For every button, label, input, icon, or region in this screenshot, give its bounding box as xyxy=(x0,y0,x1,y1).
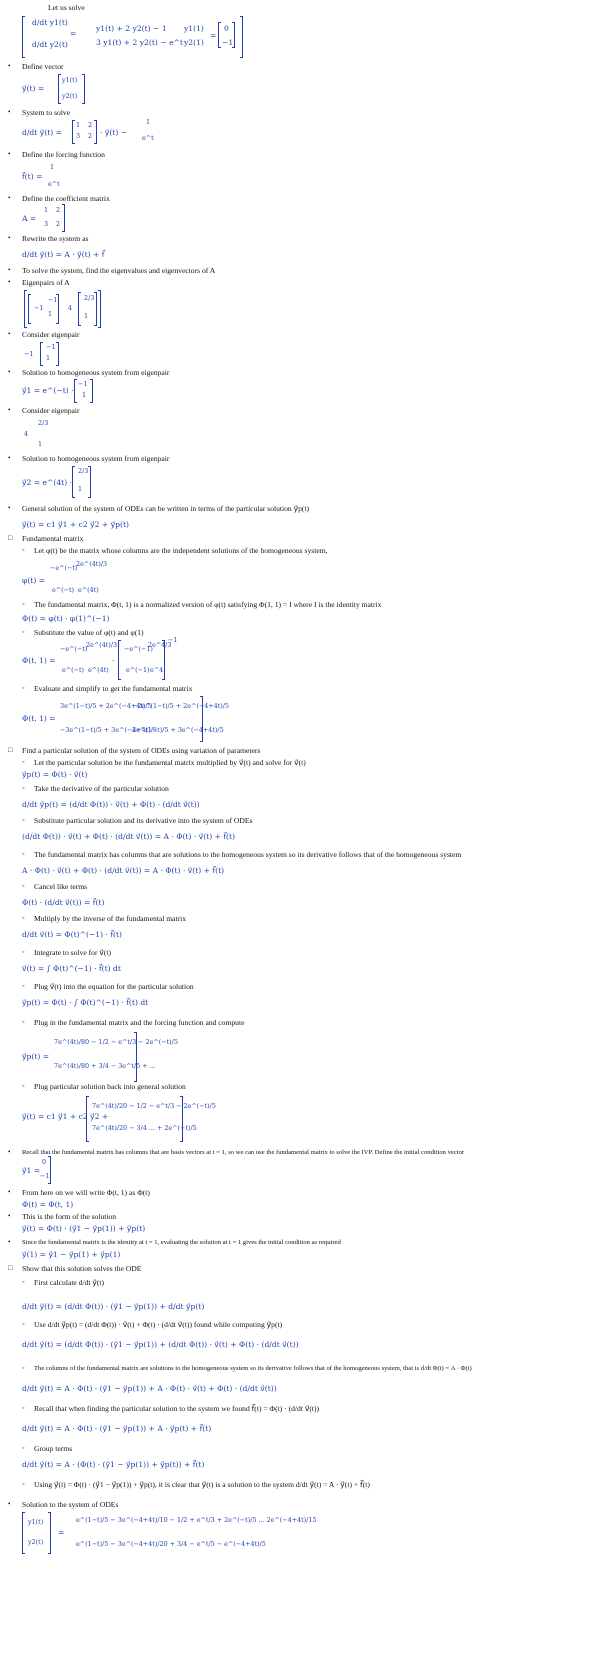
bullet: • xyxy=(8,1188,11,1196)
sub-bullet: ◦ xyxy=(22,982,25,990)
step-sol-h2: Solution to homogeneous system from eigenpair xyxy=(22,454,170,463)
substep-integrate: Integrate to solve for v⃗(t) xyxy=(34,948,112,957)
initial-condition-vector: y⃗1 = xyxy=(22,1166,41,1175)
bullet: • xyxy=(8,1212,11,1220)
substep-subst: Substitute the value of φ(t) and φ(1) xyxy=(34,628,144,637)
step-consider1: Consider eigenpair xyxy=(22,330,80,339)
sub-bullet: ◦ xyxy=(22,784,25,792)
group-equation: d/dt y⃗(t) = A · (Φ(t) · (y⃗1 − y⃗p(1)) + y⃗p(t)) + f⃗(t) xyxy=(22,1460,205,1469)
substep-plug-general: Plug particular solution back into general solution xyxy=(34,1082,186,1091)
particular-definition: y⃗p(t) = Φ(t) · v⃗(t) xyxy=(22,770,88,779)
sub-bullet: ◦ xyxy=(22,1278,25,1286)
sub-bullet: ◦ xyxy=(22,1082,25,1090)
bullet: • xyxy=(8,504,11,512)
bullet: • xyxy=(8,454,11,462)
sub-bullet: ◦ xyxy=(22,1444,25,1452)
derivative-equation: d/dt y⃗p(t) = (d/dt Φ(t)) · v⃗(t) + Φ(t) · (d/dt v⃗(t)) xyxy=(22,800,200,809)
step-sol-h1: Solution to homogeneous system from eigenpair xyxy=(22,368,170,377)
bullet: □ xyxy=(8,534,13,542)
system-equation: d/dt y⃗(t) = xyxy=(22,128,62,137)
substep-fund-cols: The fundamental matrix has columns that are solutions to the homogeneous system so its derivative follows that of the homogeneous system xyxy=(34,850,462,859)
sub-bullet: ◦ xyxy=(22,758,25,766)
phi-matrix: φ(t) = xyxy=(22,576,46,585)
substep-columns: The columns of the fundamental matrix are solutions to the homogeneous system so its derivative follows that of the homogeneous system, that is d/dt Φ(t) = A · Φ(t) xyxy=(34,1365,472,1372)
vector-definition: y⃗(t) = xyxy=(22,84,45,93)
columns-equation: d/dt y⃗(t) = A · Φ(t) · (y⃗1 − y⃗p(1)) + A · Φ(t) · v⃗(t) + Φ(t) · (d/dt v⃗(t)) xyxy=(22,1384,277,1393)
substep-deriv: Take the derivative of the particular solution xyxy=(34,784,169,793)
sub-bullet: ◦ xyxy=(22,684,25,692)
general-full-solution: y⃗(t) = c1 y⃗1 + c2 y⃗2 + xyxy=(22,1112,109,1121)
step-forcing: Define the forcing function xyxy=(22,150,105,159)
rewrite-equation: d/dt y⃗(t) = A · y⃗(t) + f⃗ xyxy=(22,250,105,259)
step-eigen-intro: To solve the system, find the eigenvalues and eigenvectors of A xyxy=(22,266,216,275)
substep-using: Using y⃗(t) = Φ(t) · (y⃗1 − y⃗p(1)) + y⃗p(t), it is clear that y⃗(t) is a solution to the system d/dt y⃗(t) = A · y⃗(t) + f⃗(t) xyxy=(34,1480,370,1489)
step-from-here: From here on we will write Φ(t, 1) as Φ(t) xyxy=(22,1188,150,1197)
sub-bullet: ◦ xyxy=(22,1404,25,1412)
sub-bullet: ◦ xyxy=(22,882,25,890)
sub-bullet: ◦ xyxy=(22,914,25,922)
bullet: • xyxy=(8,278,11,286)
step-eigenpairs: Eigenpairs of A xyxy=(22,278,70,287)
first-equation: d/dt y⃗(t) = (d/dt Φ(t)) · (y⃗1 − y⃗p(1)) + d/dt y⃗p(t) xyxy=(22,1302,205,1311)
bullet: □ xyxy=(8,1264,13,1272)
step-solve-fund: Since the fundamental matrix is the identity at t = 1, evaluating the solution at t = 1 gives the initial condition as required xyxy=(22,1239,341,1246)
general-solution: y⃗(t) = c1 y⃗1 + c2 y⃗2 + y⃗p(t) xyxy=(22,520,130,529)
forcing-definition: f⃗(t) = xyxy=(22,172,43,181)
substituted-equation: (d/dt Φ(t)) · v⃗(t) + Φ(t) · (d/dt v⃗(t)) = A · Φ(t) · v⃗(t) + f⃗(t) xyxy=(22,832,236,841)
bullet: • xyxy=(8,266,11,274)
bullet: • xyxy=(8,406,11,414)
bullet: • xyxy=(8,150,11,158)
step-consider2: Consider eigenpair xyxy=(22,406,80,415)
solve-fund-equation: y⃗(1) = y⃗1 − y⃗p(1) + y⃗p(1) xyxy=(22,1250,121,1259)
bullet: • xyxy=(8,234,11,242)
eigenpair-1: −1 xyxy=(24,350,34,358)
sub-bullet: ◦ xyxy=(22,948,25,956)
sub-bullet: ◦ xyxy=(22,1480,25,1488)
sub-bullet: ◦ xyxy=(22,546,25,554)
fundamental-definition: Φ(t) = φ(t) · φ(1)^(−1) xyxy=(22,614,110,623)
bullet: • xyxy=(8,1148,11,1156)
step-rewrite: Rewrite the system as xyxy=(22,234,89,243)
step-define-vector: Define vector xyxy=(22,62,64,71)
step-coeff: Define the coefficient matrix xyxy=(22,194,110,203)
coefficient-matrix: A = xyxy=(22,214,37,223)
substep-subst-part: Substitute particular solution and its derivative into the system of ODEs xyxy=(34,816,253,825)
sub-bullet: ◦ xyxy=(22,1018,25,1026)
substep-let-phi: Let φ(t) be the matrix whose columns are the independent solutions of the homogeneous system, xyxy=(34,546,328,555)
intro-text: Let us solve xyxy=(48,3,85,12)
particular-result: y⃗p(t) = xyxy=(22,1052,50,1061)
step-form: This is the form of the solution xyxy=(22,1212,117,1221)
fundamental-matrix-final: Φ(t, 1) = xyxy=(22,714,56,723)
bullet: □ xyxy=(8,746,13,754)
bullet: • xyxy=(8,108,11,116)
sub-bullet: ◦ xyxy=(22,628,25,636)
sub-bullet: ◦ xyxy=(22,600,25,608)
step-show: Show that this solution solves the ODE xyxy=(22,1264,142,1273)
recall-part-equation: d/dt y⃗(t) = A · Φ(t) · (y⃗1 − y⃗p(1)) + A · y⃗p(t) + f⃗(t) xyxy=(22,1424,212,1433)
bullet: • xyxy=(8,194,11,202)
homogeneous-solution-2: y⃗2 = e^(4t) · xyxy=(22,478,73,487)
step-final: Solution to the system of ODEs xyxy=(22,1500,119,1509)
substep-fund-norm: The fundamental matrix, Φ(t, 1) is a normalized version of φ(t) satisfying Φ(1, 1) = I where I is the identity matrix xyxy=(34,600,382,609)
mult-inv-equation: d/dt v⃗(t) = Φ(t)^(−1) · f⃗(t) xyxy=(22,930,122,939)
bullet: • xyxy=(8,330,11,338)
form-equation: y⃗(t) = Φ(t) · (y⃗1 − y⃗p(1)) + y⃗p(t) xyxy=(22,1224,146,1233)
bullet: • xyxy=(8,368,11,376)
use-equation: d/dt y⃗(t) = (d/dt Φ(t)) · (y⃗1 − y⃗p(1)) + (d/dt Φ(t)) · v⃗(t) + Φ(t) · (d/dt v⃗(t)) xyxy=(22,1340,299,1349)
fund-cols-equation: A · Φ(t) · v⃗(t) + Φ(t) · (d/dt v⃗(t)) = A · Φ(t) · v⃗(t) + f⃗(t) xyxy=(22,866,225,875)
substep-first: First calculate d/dt y⃗(t) xyxy=(34,1278,105,1287)
bullet: • xyxy=(8,1500,11,1508)
cancel-equation: Φ(t) · (d/dt v⃗(t)) = f⃗(t) xyxy=(22,898,105,907)
step-recall: Recall that the fundamental matrix has columns that are basis vectors at t = 1, so we can use the fundamental matrix to solve the IVP. Define the initial condition vector xyxy=(22,1149,465,1156)
plug-v-equation: y⃗p(t) = Φ(t) · ∫ Φ(t)^(−1) · f⃗(t) dt xyxy=(22,998,149,1007)
step-fundamental: Fundamental matrix xyxy=(22,534,84,543)
substep-let-part: Let the particular solution be the fundamental matrix multiplied by v⃗(t) and solve for v⃗(t) xyxy=(34,758,306,767)
sub-bullet: ◦ xyxy=(22,850,25,858)
integrate-equation: v⃗(t) = ∫ Φ(t)^(−1) · f⃗(t) dt xyxy=(22,964,121,973)
worksheet-page: Let us solve d/dt y1(t) d/dt y2(t) = y1(t) + 2 y2(t) − 1 3 y1(t) + 2 y2(t) − e^t y1(1) y2(1) = 0 −1 • Define vector y⃗(t) = y1(t) y2(t) • System to solve d/dt y⃗(t) = 1 2 3 2 · y⃗(t) − 1 e^t • Define the forcing function f⃗(t) = 1 e^t • Define the coefficient matrix A = 1 2 3 2 • Rewrite the system as d/dt y⃗(t) = A · y⃗(t) + f⃗ • To solve the system, find the eigenvalues and eigenvectors of A • Eigenpairs of A −1 −1 1 4 2/3 1 • Consider eigenpair −1 −1 1 • Solution to homogeneous system from eigenpair y⃗1 = e^(−t) · −1 1 • Consider eigenpair 4 2/3 1 • Solution to homogeneous system from eigenpair y⃗2 = e^(4t) · 2/3 1 • General solution of the system of ODEs can be written in terms of the particular solution y⃗p(t) y⃗(t) = c1 y⃗1 + c2 y⃗2 + y⃗p(t) □ Fundamental matrix ◦ Let φ(t) be the matrix whose columns are the independent solutions of the homogeneous system, φ(t) = −e^(−t) 2e^(4t)/3 e^(−t) e^(4t) ◦ The fundamental matrix, Φ(t, 1) is a normalized version of φ(t) satisfying Φ(1, 1) = I where I is the identity matrix Φ(t) = φ(t) · φ(1)^(−1) ◦ Substitute the value of φ(t) and φ(1) Φ(t, 1) = −e^(−t) 2e^(4t)/3 e^(−t) e^(4t) · −e^(−1) 2e^4/3 e^(−1) e^4 −1 ◦ Evaluate and simplify to get the fundamental matrix Φ(t, 1) = 3e^(1−t)/5 + 2e^(−4+4t)/5 −2e^(1−t)/5 + 2e^(−4+4t)/5 −3e^(1−t)/5 + 3e^(−4+4t)/5 2e^(1−t)/5 + 3e^(−4+4t)/5 □ Find a particular solution of the system of ODEs using variation of parameters ◦ Let the particular solution be the fundamental matrix multiplied by v⃗(t) and solve for v⃗(t) y⃗p(t) = Φ(t) · v⃗(t) ◦ Take the derivative of the particular solution d/dt y⃗p(t) = (d/dt Φ(t)) · v⃗(t) + Φ(t) · (d/dt v⃗(t)) ◦ Substitute particular solution and its derivative into the system of ODEs (d/dt Φ(t)) · v⃗(t) + Φ(t) · (d/dt v⃗(t)) = A · Φ(t) · v⃗(t) + f⃗(t) ◦ The fundamental matrix has columns that are solutions to the homogeneous system so its derivative follows that of the homogeneous system A · Φ(t) · v⃗(t) + Φ(t) · (d/dt v⃗(t)) = A · Φ(t) · v⃗(t) + f⃗(t) ◦ Cancel like terms Φ(t) · (d/dt v⃗(t)) = f⃗(t) ◦ Multiply by the inverse of the fundamental matrix d/dt v⃗(t) = Φ(t)^(−1) · f⃗(t) ◦ Integrate to solve for v⃗(t) v⃗(t) = ∫ Φ(t)^(−1) · f⃗(t) dt ◦ Plug v⃗(t) into the equation for the particular solution y⃗p(t) = Φ(t) · ∫ Φ(t)^(−1) · f⃗(t) dt ◦ Plug in the fundamental matrix and the forcing function and compute y⃗p(t) = 7e^(4t)/80 − 1/2 − e^t/3 − 2e^(−t)/5 7e^(4t)/80 + 3/4 − 3e^t/5 + ... ◦ Plug particular solution back into general solution y⃗(t) = c1 y⃗1 + c2 y⃗2 + 7e^(4t)/20 − 1/2 − e^t/3 − 2e^(−t)/5 7e^(4t)/20 − 3/4 ... + 2e^(−t)/5 • Recall that the fundamental matrix has columns that are basis vectors at t = 1, so we can use the fundamental matrix to solve the IVP. Define the initial condition vector y⃗1 = 0 −1 • From here on we will write Φ(t, 1) as Φ(t) Φ(t) = Φ(t, 1) • This is the form of the solution y⃗(t) = Φ(t) · (y⃗1 − y⃗p(1)) + y⃗p(t) • Since the fundamental matrix is the identity at t = 1, evaluating the solution at t = 1 gives the initial condition as required y⃗(1) = y⃗1 − y⃗p(1) + y⃗p(1) □ Show that this solution solves the ODE ◦ First calculate d/dt y⃗(t) d/dt y⃗(t) = (d/dt Φ(t)) · (y⃗1 − y⃗p(1)) + d/dt y⃗p(t) ◦ Use d/dt y⃗p(t) = (d/dt Φ(t)) · v⃗(t) + Φ(t) · (d/dt v⃗(t)) found while computing y⃗p(t) d/dt y⃗(t) = (d/dt Φ(t)) · (y⃗1 − y⃗p(1)) + (d/dt Φ(t)) · v⃗(t) + Φ(t) · (d/dt v⃗(t)) ◦ The columns of the fundamental matrix are solutions to the homogeneous system so its derivative follows that of the homogeneous system, that is d/dt Φ(t) = A · Φ(t) d/dt y⃗(t) = A · Φ(t) · (y⃗1 − y⃗p(1)) + A · Φ(t) · v⃗(t) + Φ(t) · (d/dt v⃗(t)) ◦ Recall that when finding the particular solution to the system we found f⃗(t) = Φ(t) · (d/dt v⃗(t)) d/dt y⃗(t) = A · Φ(t) · (y⃗1 − y⃗p(1)) + A · y⃗p(t) + f⃗(t) ◦ Group terms d/dt y⃗(t) = A · (Φ(t) · (y⃗1 − y⃗p(1)) + y⃗p(t)) + f⃗(t) ◦ Using y⃗(t) = Φ(t) · (y⃗1 − y⃗p(1)) + y⃗p(t), it is clear that y⃗(t) is a solution to the system d/dt y⃗(t) = A · y⃗(t) + f⃗(t) • Solution to the system of ODEs y1(t) y2(t) = e^(1−t)/5 − 3e^(−4+4t)/10 − 1/2 + e^t/3 + 2e^(−t)/5 ... 2e^(−4+4t)/15 e^(1−t)/5 − 3e^(−4+4t)/20 + 3/4 − e^t/5 − e^(−4+4t)/5 xyxy=(0,0,601,1667)
sub-bullet: ◦ xyxy=(22,1364,25,1372)
substep-use: Use d/dt y⃗p(t) = (d/dt Φ(t)) · v⃗(t) + Φ(t) · (d/dt v⃗(t)) found while computing y⃗p(t) xyxy=(34,1320,283,1329)
substep-plug-fund: Plug in the fundamental matrix and the forcing function and compute xyxy=(34,1018,245,1027)
homogeneous-solution-1: y⃗1 = e^(−t) · xyxy=(22,386,74,395)
substep-plug-v: Plug v⃗(t) into the equation for the particular solution xyxy=(34,982,194,991)
substep-mult-inv: Multiply by the inverse of the fundamental matrix xyxy=(34,914,187,923)
substep-recall-part: Recall that when finding the particular solution to the system we found f⃗(t) = Φ(t) · (d/dt v⃗(t)) xyxy=(34,1404,320,1413)
step-general: General solution of the system of ODEs can be written in terms of the particular solution y⃗p(t) xyxy=(22,504,310,513)
bullet: • xyxy=(8,1238,11,1246)
sub-bullet: ◦ xyxy=(22,816,25,824)
sub-bullet: ◦ xyxy=(22,1320,25,1328)
substep-cancel: Cancel like terms xyxy=(34,882,88,891)
substep-eval: Evaluate and simplify to get the fundamental matrix xyxy=(34,684,193,693)
step-system: System to solve xyxy=(22,108,71,117)
fundamental-substituted: Φ(t, 1) = xyxy=(22,656,56,665)
step-particular: Find a particular solution of the system of ODEs using variation of parameters xyxy=(22,746,261,755)
substep-group: Group terms xyxy=(34,1444,73,1453)
eigenpair-2: 4 xyxy=(24,430,29,438)
bullet: • xyxy=(8,62,11,70)
from-here-equation: Φ(t) = Φ(t, 1) xyxy=(22,1200,74,1209)
